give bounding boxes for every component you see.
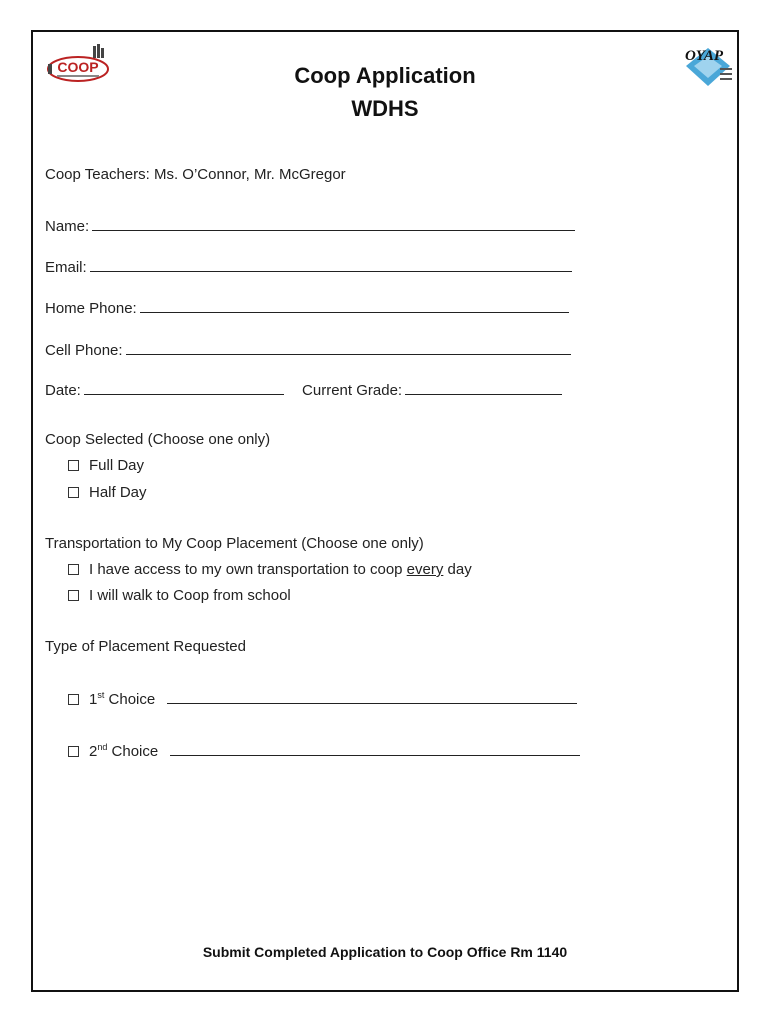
second-choice-row bbox=[68, 741, 580, 760]
second-choice-number: 2 bbox=[89, 743, 98, 760]
current-grade-label: Current Grade: bbox=[302, 382, 403, 399]
own-transport-checkbox[interactable] bbox=[68, 564, 79, 575]
school-name: WDHS bbox=[351, 96, 419, 121]
coop-logo-text: COOP bbox=[57, 59, 99, 75]
second-choice-checkbox[interactable] bbox=[68, 746, 79, 757]
current-grade-field[interactable] bbox=[405, 380, 562, 395]
teachers-value: Ms. O’Connor, Mr. McGregor bbox=[153, 166, 346, 183]
first-choice-label: Choice bbox=[108, 691, 156, 708]
cell-phone-field[interactable] bbox=[126, 340, 571, 355]
half-day-label: Half Day bbox=[89, 484, 147, 501]
name-row bbox=[45, 216, 575, 235]
date-field[interactable] bbox=[84, 380, 284, 395]
first-choice-field[interactable] bbox=[167, 689, 577, 704]
walk-option[interactable] bbox=[68, 587, 291, 604]
oyap-logo-text: OYAP bbox=[684, 48, 724, 64]
second-choice-suffix: nd bbox=[97, 742, 108, 752]
email-field[interactable] bbox=[90, 257, 572, 272]
full-day-checkbox[interactable] bbox=[68, 460, 79, 471]
walk-checkbox[interactable] bbox=[68, 590, 79, 601]
name-field[interactable] bbox=[92, 216, 575, 231]
home-phone-field[interactable] bbox=[140, 298, 569, 313]
own-transport-option[interactable] bbox=[68, 561, 472, 578]
full-day-option[interactable] bbox=[68, 457, 144, 474]
coop-selected-heading: Coop Selected (Choose one only) bbox=[45, 431, 271, 448]
second-choice-label: Choice bbox=[111, 743, 159, 760]
first-choice-checkbox[interactable] bbox=[68, 694, 79, 705]
teachers-label: Coop Teachers: bbox=[45, 166, 150, 183]
walk-label: I will walk to Coop from school bbox=[89, 587, 291, 604]
half-day-option[interactable] bbox=[68, 484, 147, 501]
transportation-heading: Transportation to My Coop Placement (Choose one only) bbox=[45, 535, 424, 552]
email-row bbox=[45, 257, 572, 276]
date-label: Date: bbox=[45, 382, 81, 399]
first-choice-suffix: st bbox=[97, 690, 105, 700]
own-transport-label-pre: I have access to my own transportation to coop bbox=[89, 561, 403, 578]
full-day-label: Full Day bbox=[89, 457, 145, 474]
first-choice-number: 1 bbox=[89, 691, 98, 708]
half-day-checkbox[interactable] bbox=[68, 487, 79, 498]
cell-phone-row bbox=[45, 340, 571, 359]
date-grade-row bbox=[45, 380, 562, 399]
name-label: Name: bbox=[45, 218, 90, 235]
cell-phone-label: Cell Phone: bbox=[45, 342, 123, 359]
home-phone-label: Home Phone: bbox=[45, 300, 137, 317]
first-choice-row bbox=[68, 689, 577, 708]
own-transport-label-post: day bbox=[447, 561, 472, 578]
home-phone-row bbox=[45, 298, 569, 317]
email-label: Email: bbox=[45, 259, 87, 276]
submit-instructions: Submit Completed Application to Coop Office Rm 1140 bbox=[202, 944, 568, 960]
teachers-line bbox=[45, 166, 346, 183]
own-transport-emphasis: every bbox=[406, 561, 444, 578]
second-choice-field[interactable] bbox=[170, 741, 580, 756]
page-title: Coop Application bbox=[294, 63, 476, 88]
placement-heading: Type of Placement Requested bbox=[45, 638, 246, 655]
